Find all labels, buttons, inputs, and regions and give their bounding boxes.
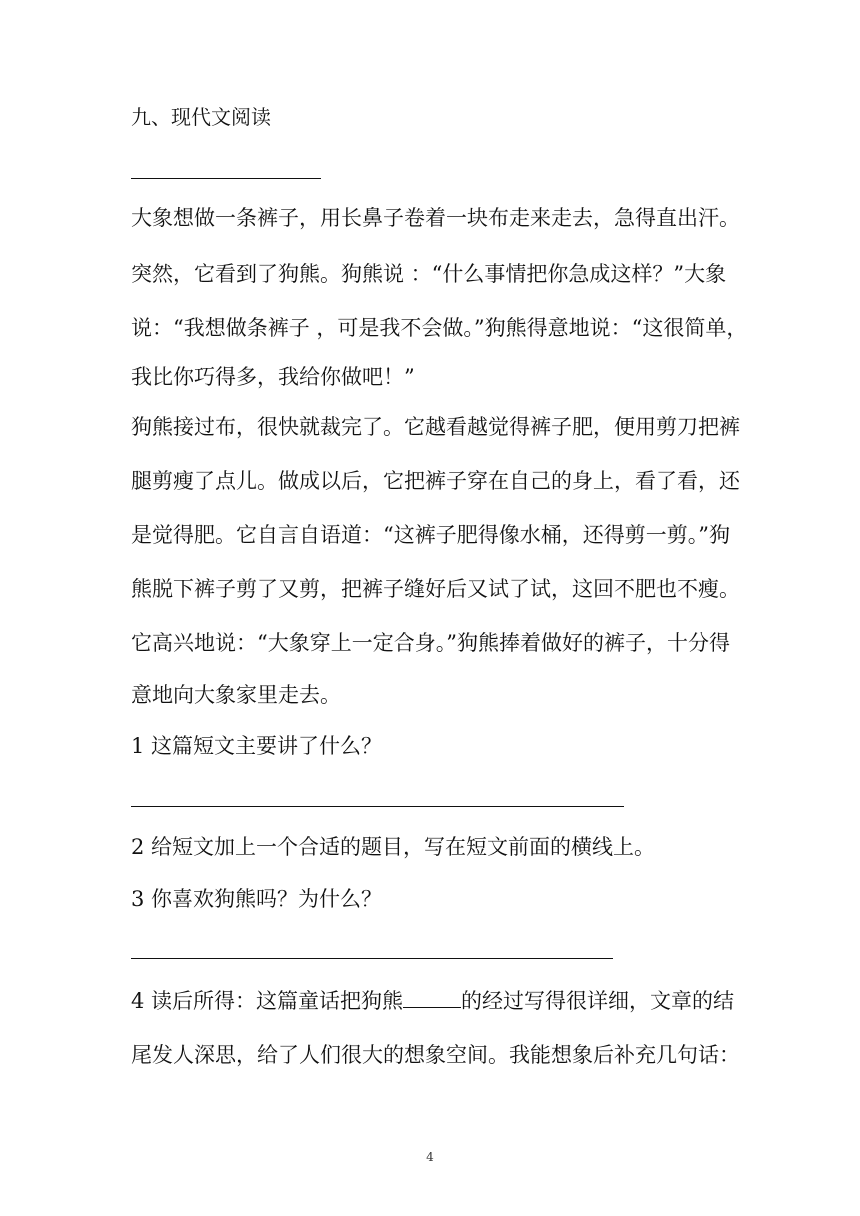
story-line: 意地向大象家里走去。 bbox=[131, 683, 341, 707]
answer-line-1 bbox=[131, 806, 624, 807]
page-number: 4 bbox=[426, 1150, 434, 1164]
story-line: 腿剪瘦了点儿。做成以后，它把裤子穿在自己的身上，看了看，还 bbox=[131, 469, 740, 493]
story-line: 它高兴地说：“大象穿上一定合身。”狗熊捧着做好的裤子，十分得 bbox=[131, 631, 730, 655]
section-title: 九、现代文阅读 bbox=[131, 105, 271, 129]
title-answer-line bbox=[131, 178, 321, 179]
question-4-line-1 bbox=[131, 986, 735, 1016]
question-2: 2 给短文加上一个合适的题目，写在短文前面的横线上。 bbox=[131, 835, 656, 859]
story-line: 说：“我想做条裤子 ，可是我不会做。”狗熊得意地说：“这很简单， bbox=[131, 316, 748, 340]
answer-line-3 bbox=[131, 958, 613, 959]
story-line: 突然，它看到了狗熊。狗熊说 ：“什么事情把你急成这样？”大象 bbox=[131, 262, 727, 286]
question-3: 3 你喜欢狗熊吗？为什么？ bbox=[131, 887, 383, 911]
story-line: 我比你巧得多，我给你做吧！” bbox=[131, 365, 415, 389]
question-4-line-2: 尾发人深思，给了人们很大的想象空间。我能想象后补充几句话： bbox=[131, 1043, 740, 1067]
story-line: 是觉得肥。它自言自语道：“这裤子肥得像水桶，还得剪一剪。”狗 bbox=[131, 523, 730, 547]
story-line: 狗熊接过布，很快就裁完了。它越看越觉得裤子肥，便用剪刀把裤 bbox=[131, 415, 740, 439]
story-line: 大象想做一条裤子，用长鼻子卷着一块布走来走去，急得直出汗。 bbox=[131, 206, 740, 230]
question-1: 1 这篇短文主要讲了什么？ bbox=[131, 734, 383, 758]
question-4-text: 4 读后所得：这篇童话把狗熊 bbox=[131, 989, 404, 1013]
story-line: 熊脱下裤子剪了又剪，把裤子缝好后又试了试，这回不肥也不瘦。 bbox=[131, 577, 740, 601]
question-4-text-cont: 的经过写得很详细，文章的结 bbox=[461, 989, 735, 1013]
fill-in-blank bbox=[403, 987, 461, 1008]
